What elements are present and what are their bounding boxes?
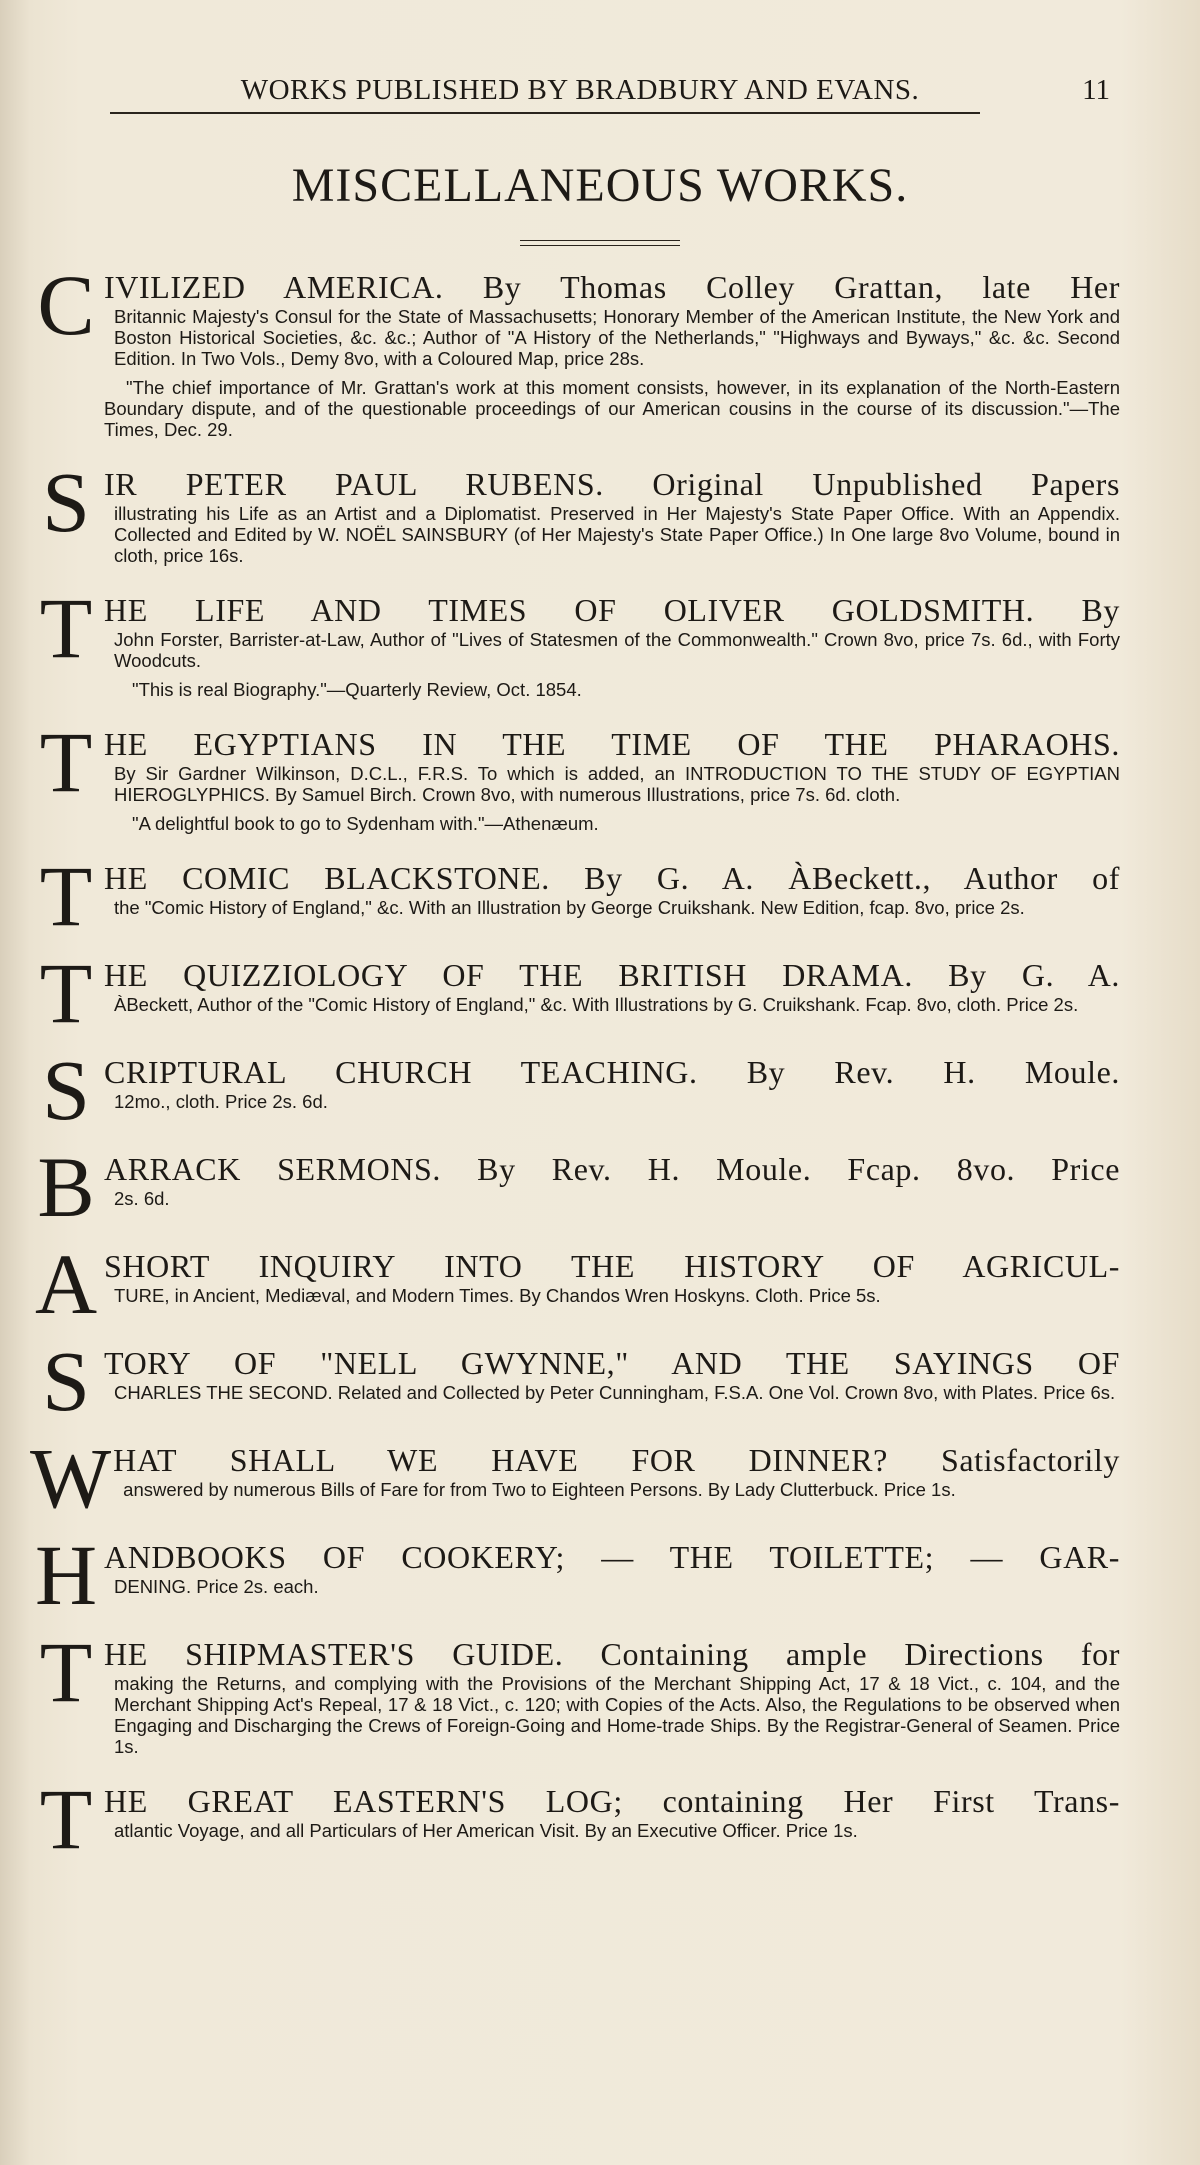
entry-heading: IVILIZED AMERICA. By Thomas Colley Grattan, late Her [104, 269, 1120, 305]
entry-description: the "Comic History of England," &c. With an Illustration by George Cruikshank. New Edition, fcap. 8vo, price 2s. [114, 897, 1025, 918]
entry-description: John Forster, Barrister-at-Law, Author of "Lives of Statesmen of the Commonwealth." Crown 8vo, price 7s. 6d., with Forty Woodcuts. [114, 629, 1120, 671]
list-item [30, 1042, 1120, 1138]
header-rule [110, 112, 980, 114]
list-item [30, 1236, 1120, 1332]
drop-cap: T [39, 1624, 93, 1720]
entry-description: illustrating his Life as an Artist and a Diplomatist. Preserved in Her Majesty's State Paper Office. With an Appendix. Collected and Edited by W. NOËL SAINSBURY (of Her Majesty's State Paper Office.) In One large 8vo Volume, bound in cloth, price 16s. [114, 503, 1120, 566]
drop-cap: B [37, 1139, 95, 1235]
entry-description: ÀBeckett, Author of the "Comic History of England," &c. With Illustrations by G. Cruikshank. Fcap. 8vo, cloth. Price 2s. [114, 994, 1079, 1015]
entry-description: TURE, in Ancient, Mediæval, and Modern Times. By Chandos Wren Hoskyns. Cloth. Price 5s. [114, 1285, 881, 1306]
entry-description: 2s. 6d. [114, 1188, 170, 1209]
entry-description: By Sir Gardner Wilkinson, D.C.L., F.R.S. To which is added, an INTRODUCTION TO THE STUDY OF EGYPTIAN HIEROGLYPHICS. By Samuel Birch. Crown 8vo, with numerous Illustrations, price 7s. 6d. cloth. [114, 763, 1120, 805]
entry-heading: HE EGYPTIANS IN THE TIME OF THE PHARAOHS. [104, 726, 1120, 762]
entry-heading: HE GREAT EASTERN'S LOG; containing Her First Trans- [104, 1783, 1120, 1819]
drop-cap: W [30, 1430, 112, 1526]
entry-heading: IR PETER PAUL RUBENS. Original Unpublished Papers [104, 466, 1120, 502]
page-header [110, 68, 1110, 108]
drop-cap: S [42, 454, 90, 550]
drop-cap: S [42, 1333, 90, 1429]
page-number: 11 [1082, 74, 1110, 106]
list-item [30, 848, 1120, 944]
entry-heading: HE SHIPMASTER'S GUIDE. Containing ample Directions for [104, 1636, 1120, 1672]
entry-heading: SHORT INQUIRY INTO THE HISTORY OF AGRICUL- [104, 1248, 1120, 1284]
entry-heading: HE COMIC BLACKSTONE. By G. A. ÀBeckett., Author of [104, 860, 1120, 896]
list-item [30, 1771, 1120, 1867]
entry-heading: CRIPTURAL CHURCH TEACHING. By Rev. H. Moule. [104, 1054, 1120, 1090]
drop-cap: A [34, 1236, 98, 1332]
list-item [30, 1624, 1120, 1757]
drop-cap: S [42, 1042, 90, 1138]
entry-heading: ANDBOOKS OF COOKERY; — THE TOILETTE; — GAR- [104, 1539, 1120, 1575]
list-item [30, 1527, 1120, 1623]
entry-heading: ARRACK SERMONS. By Rev. H. Moule. Fcap. 8vo. Price [104, 1151, 1120, 1187]
drop-cap: T [39, 1771, 93, 1867]
entry-description: DENING. Price 2s. each. [114, 1576, 319, 1597]
list-item [30, 1333, 1120, 1429]
entry-heading: TORY OF "NELL GWYNNE," AND THE SAYINGS OF [104, 1345, 1120, 1381]
entry-quote: "A delightful book to go to Sydenham with."—Athenæum. [132, 813, 599, 834]
entry-quote: "The chief importance of Mr. Grattan's work at this moment consists, however, in its explanation of the North-Eastern Boundary dispute, and of the questionable proceedings of our American cousins in the course of its discussion."—The Times, Dec. 29. [104, 377, 1120, 440]
entry-description: making the Returns, and complying with the Provisions of the Merchant Shipping Act, 17 & 18 Vict., c. 104, and the Merchant Shipping Act's Repeal, 17 & 18 Vict., c. 120; with Copies of the Acts. Also, the Regulations to be observed when Engaging and Discharging the Crews of Foreign-Going and Home-trade Ships. By the Registrar-General of Seamen. Price 1s. [114, 1673, 1120, 1757]
drop-cap: T [39, 714, 93, 810]
entry-description: answered by numerous Bills of Fare for from Two to Eighteen Persons. By Lady Clutterbuck. Price 1s. [123, 1479, 956, 1500]
list-item [30, 945, 1120, 1041]
entry-description: 12mo., cloth. Price 2s. 6d. [114, 1091, 328, 1112]
entry-description: atlantic Voyage, and all Particulars of Her American Visit. By an Executive Officer. Price 1s. [114, 1820, 858, 1841]
entry-description: CHARLES THE SECOND. Related and Collected by Peter Cunningham, F.S.A. One Vol. Crown 8vo, with Plates. Price 6s. [114, 1382, 1116, 1403]
running-head: WORKS PUBLISHED BY BRADBURY AND EVANS. [240, 74, 920, 106]
drop-cap: T [39, 848, 93, 944]
list-item [30, 580, 1120, 700]
drop-cap: H [34, 1527, 98, 1623]
drop-cap: T [39, 580, 93, 676]
entry-heading: HE LIFE AND TIMES OF OLIVER GOLDSMITH. By [104, 592, 1120, 628]
list-item [30, 1430, 1120, 1526]
title-rule-bottom [520, 245, 680, 246]
entry-heading: HAT SHALL WE HAVE FOR DINNER? Satisfactorily [113, 1442, 1120, 1478]
list-item [30, 454, 1120, 566]
drop-cap: C [37, 257, 95, 353]
list-item [30, 257, 1120, 440]
entries-list [30, 257, 1120, 1879]
section-title: MISCELLANEOUS WORKS. [291, 159, 909, 212]
title-rule-top [520, 240, 680, 241]
entry-description: Britannic Majesty's Consul for the State of Massachusetts; Honorary Member of the American Institute, the New York and Boston Historical Societies, &c. &c.; Author of "A History of the Netherlands," "Highways and Byways," &c. &c. Second Edition. In Two Vols., Demy 8vo, with a Coloured Map, price 28s. [114, 306, 1120, 369]
entry-quote: "This is real Biography."—Quarterly Review, Oct. 1854. [132, 679, 582, 700]
entry-heading: HE QUIZZIOLOGY OF THE BRITISH DRAMA. By G. A. [104, 957, 1120, 993]
list-item [30, 1139, 1120, 1235]
drop-cap: T [39, 945, 93, 1041]
list-item [30, 714, 1120, 834]
